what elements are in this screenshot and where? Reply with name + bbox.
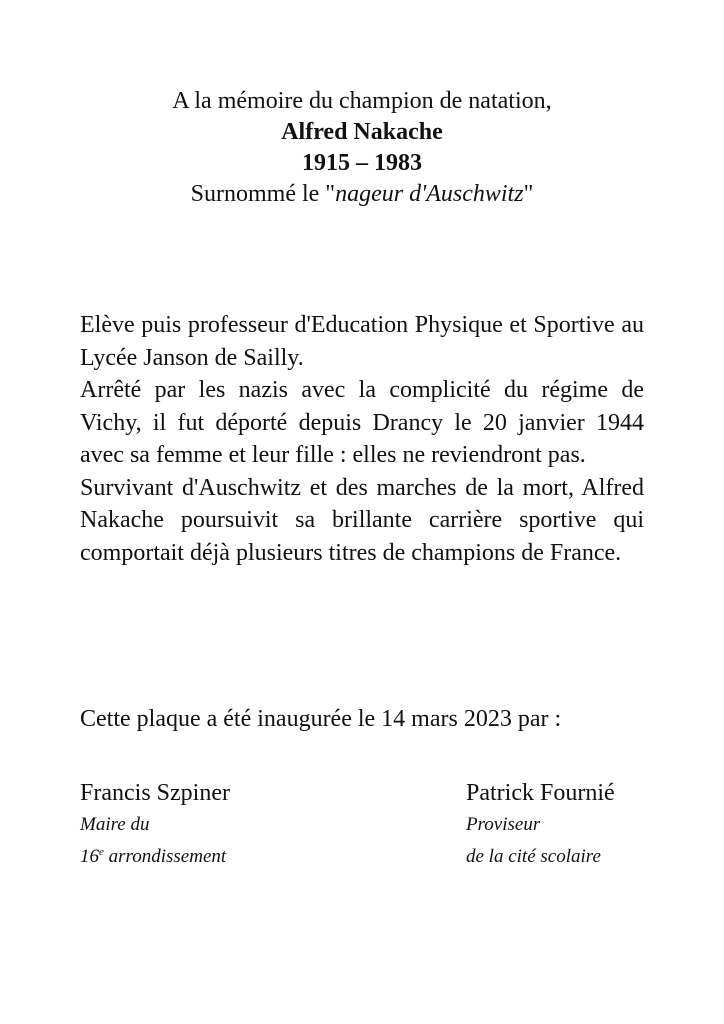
signatory-name: Patrick Fournié (466, 780, 615, 806)
signatory-name: Francis Szpiner (80, 780, 230, 806)
nickname-suffix: " (523, 181, 534, 207)
biography-paragraph: Arrêté par les nazis avec la complicité du régime de Vichy, il fut déporté depuis Drancy le 20 janvier 1944 avec sa femme et leur fille : elles ne reviendront pas. (80, 377, 644, 468)
nickname: nageur d'Auschwitz (335, 181, 524, 207)
signatory-role-line2: de la cité scolaire (466, 846, 601, 867)
dedication-line: A la mémoire du champion de natation, (172, 88, 552, 114)
honoree-years: 1915 – 1983 (302, 150, 422, 176)
signatory-left (80, 777, 230, 873)
ordinal-superscript: e (99, 846, 104, 858)
arrondissement-number: 16 (80, 846, 99, 867)
signatory-role-line2 (80, 841, 230, 873)
biography-text (80, 309, 644, 569)
signatory-role-line1: Maire du (80, 814, 150, 835)
nickname-line (0, 179, 724, 210)
signatory-role-line1: Proviseur (466, 814, 541, 835)
plaque-header (0, 86, 724, 210)
inauguration-statement: Cette plaque a été inaugurée le 14 mars 2023 par : (80, 706, 562, 732)
signatory-right (466, 777, 615, 873)
nickname-prefix: Surnommé le " (190, 181, 336, 207)
biography-paragraph: Survivant d'Auschwitz et des marches de la mort, Alfred Nakache poursuivit sa brillante carrière sportive qui comportait déjà plusieurs titres de champions de France. (80, 474, 644, 566)
biography-paragraph: Elève puis professeur d'Education Physique et Sportive au Lycée Janson de Sailly. (80, 312, 644, 371)
honoree-name: Alfred Nakache (281, 119, 443, 145)
arrondissement-word: arrondissement (103, 846, 227, 867)
